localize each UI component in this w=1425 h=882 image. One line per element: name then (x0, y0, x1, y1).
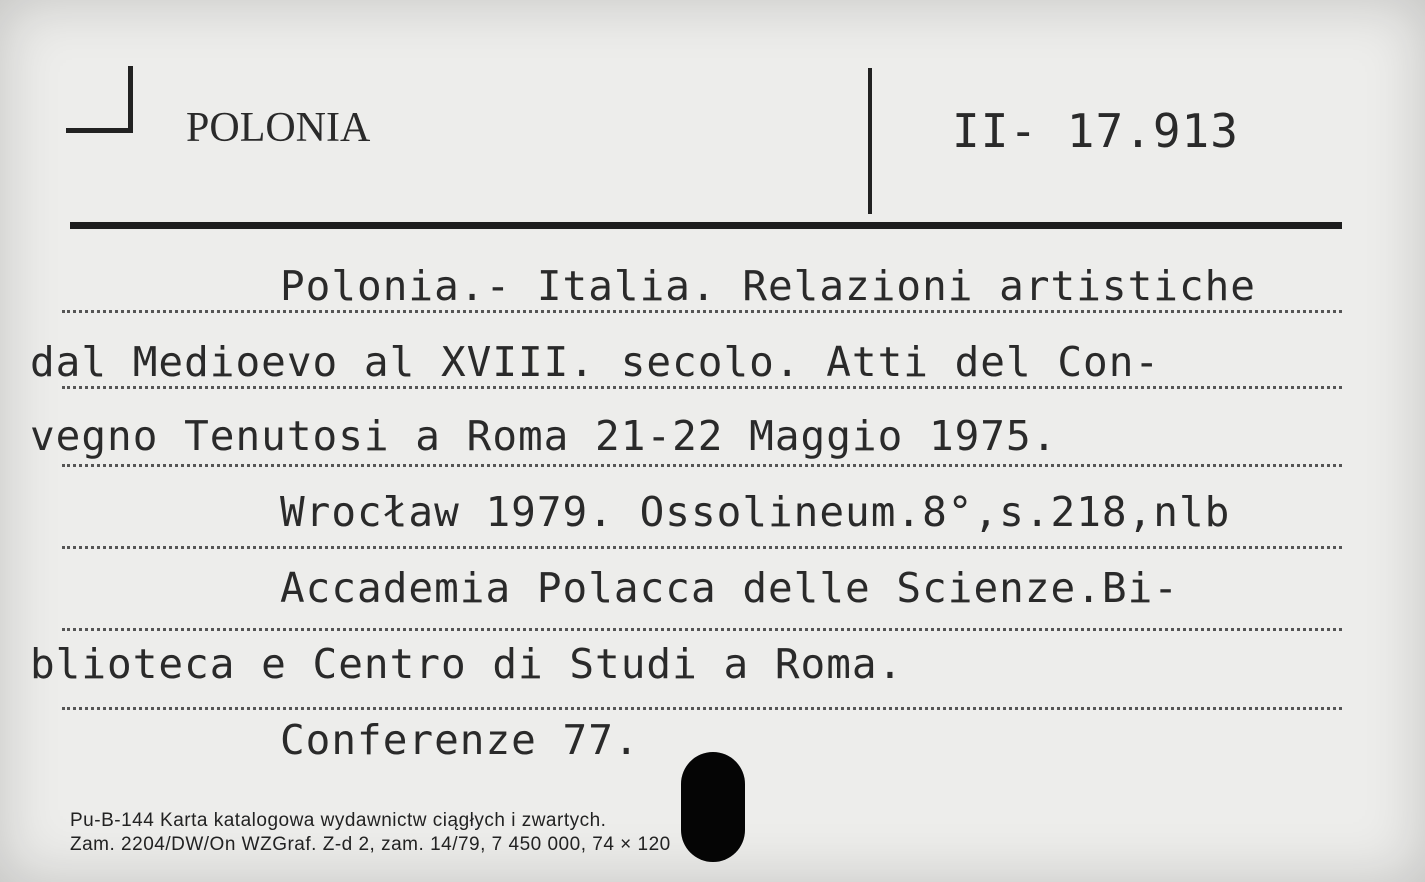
text-line-6: blioteca e Centro di Studi a Roma. (30, 640, 904, 688)
punch-hole (681, 752, 745, 862)
footer-line-2: Zam. 2204/DW/On WZGraf. Z-d 2, zam. 14/79, 7 450 000, 74 × 120 (70, 834, 671, 855)
shelf-signature: II- 17.913 (952, 104, 1239, 158)
text-line-2: dal Medioevo al XVIII. secolo. Atti del Con- (30, 338, 1161, 386)
dotted-rule (62, 464, 1342, 467)
corner-mark-icon (66, 66, 136, 136)
dotted-rule (62, 628, 1342, 631)
dotted-rule (62, 707, 1342, 710)
dotted-rule (62, 310, 1342, 313)
text-line-3: vegno Tenutosi a Roma 21-22 Maggio 1975. (30, 412, 1058, 460)
header-rule (70, 222, 1342, 229)
subject-heading: POLONIA (186, 105, 371, 151)
text-line-1: Polonia.- Italia. Relazioni artistiche (280, 262, 1256, 310)
vertical-divider (868, 68, 872, 214)
text-line-7: Conferenze 77. (280, 716, 640, 764)
text-line-5: Accademia Polacca delle Scienze.Bi- (280, 564, 1179, 612)
text-line-4: Wrocław 1979. Ossolineum.8°,s.218,nlb (280, 488, 1231, 536)
dotted-rule (62, 546, 1342, 549)
dotted-rule (62, 386, 1342, 389)
footer-line-1: Pu-B-144 Karta katalogowa wydawnictw ciągłych i zwartych. (70, 810, 607, 831)
